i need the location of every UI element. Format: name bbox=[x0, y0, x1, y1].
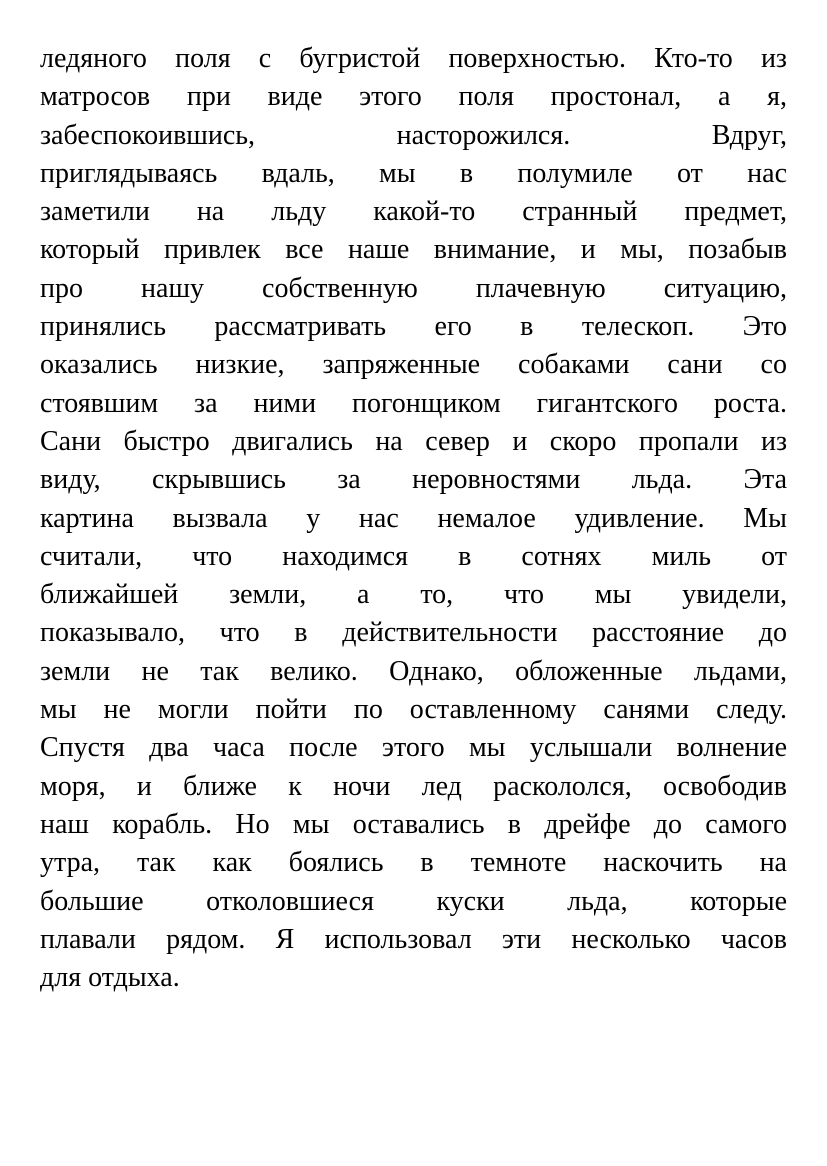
text-line: забеспокоившись, насторожился. Вдруг, bbox=[40, 119, 787, 151]
text-line: матросов при виде этого поля простонал, а я, bbox=[40, 81, 787, 113]
text-line: заметили на льду какой-то странный предмет, bbox=[40, 196, 787, 228]
text-line: земли не так велико. Однако, обложенные льдами, bbox=[40, 655, 787, 687]
text-line: мы не могли пойти по оставленному санями следу. bbox=[40, 694, 787, 726]
text-line: Спустя два часа после этого мы услышали волнение bbox=[40, 732, 787, 764]
text-line: утра, так как боялись в темноте наскочить на bbox=[40, 847, 787, 879]
text-line: который привлек все наше внимание, и мы, позабыв bbox=[40, 234, 787, 266]
text-line: оказались низкие, запряженные собаками сани со bbox=[40, 349, 787, 381]
text-line: принялись рассматривать его в телескоп. Это bbox=[40, 311, 787, 343]
text-line: картина вызвала у нас немалое удивление. Мы bbox=[40, 502, 787, 534]
text-line: показывало, что в действительности расстояние до bbox=[40, 617, 787, 649]
text-line: виду, скрывшись за неровностями льда. Эта bbox=[40, 464, 787, 496]
text-line: моря, и ближе к ночи лед раскололся, освободив bbox=[40, 770, 787, 802]
document-page bbox=[40, 40, 787, 997]
text-line: большие отколовшиеся куски льда, которые bbox=[40, 885, 787, 917]
text-line: наш корабль. Но мы оставались в дрейфе до самого bbox=[40, 808, 787, 840]
text-line: ледяного поля с бугристой поверхностью. Кто-то из bbox=[40, 43, 787, 74]
text-line: для отдыха. bbox=[40, 962, 180, 994]
text-line: ближайшей земли, а то, что мы увидели, bbox=[40, 579, 787, 611]
text-line: стоявшим за ними погонщиком гигантского роста. bbox=[40, 387, 787, 419]
text-line: приглядываясь вдаль, мы в полумиле от нас bbox=[40, 157, 787, 189]
text-line: плавали рядом. Я использовал эти несколько часов bbox=[40, 923, 787, 955]
paragraph bbox=[40, 40, 787, 997]
text-line: Сани быстро двигались на север и скоро пропали из bbox=[40, 425, 787, 457]
text-line: считали, что находимся в сотнях миль от bbox=[40, 540, 787, 572]
text-line: про нашу собственную плачевную ситуацию, bbox=[40, 272, 787, 304]
